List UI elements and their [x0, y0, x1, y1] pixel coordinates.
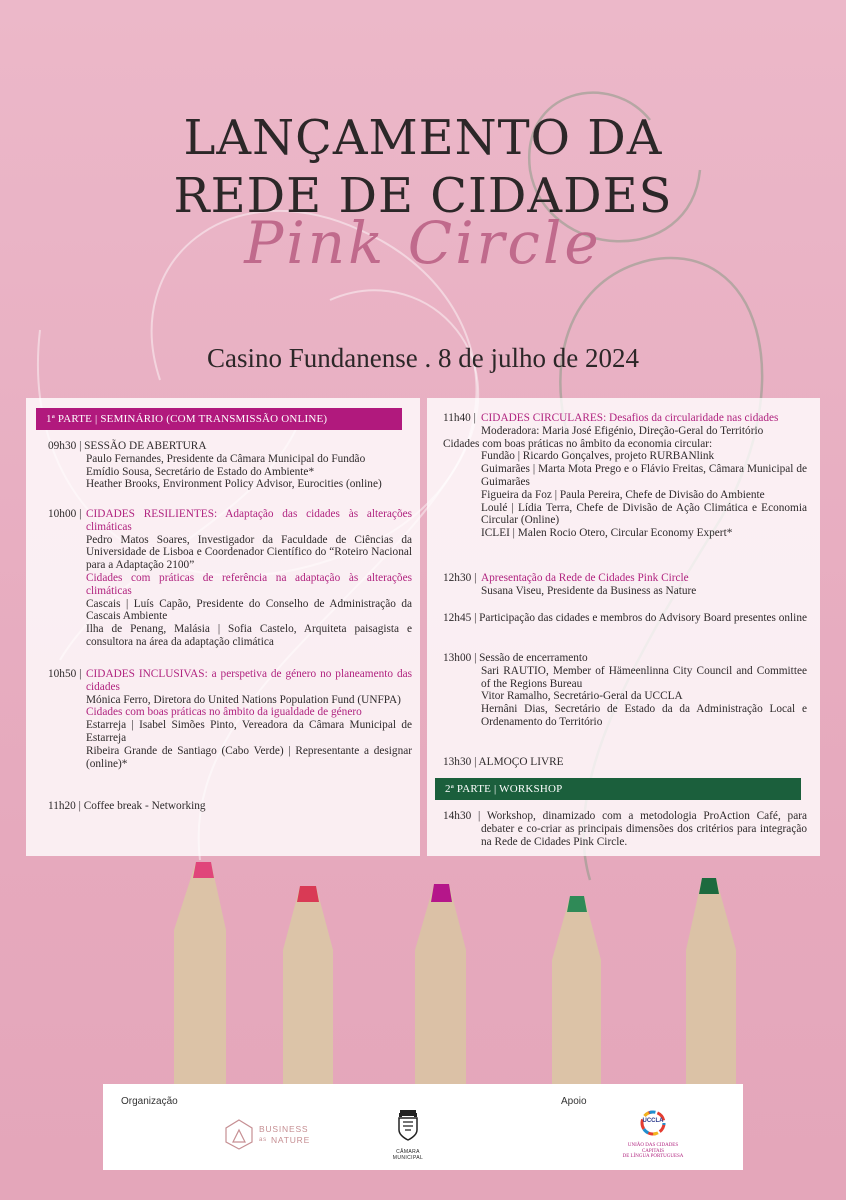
presentation-title: Apresentação da Rede de Cidades Pink Circle	[481, 572, 689, 584]
title-line-1: LANÇAMENTO DA	[183, 110, 663, 166]
closing-session-time: 13h00 | Sessão de encerramento	[443, 652, 588, 664]
bn-line-1: BUSINESS	[259, 1124, 309, 1134]
speaker-line: Estarreja | Isabel Simões Pinto, Vereadora da Câmara Municipal de Estarreja	[86, 719, 412, 744]
camara-municipal-label: CÂMARA MUNICIPAL	[392, 1149, 424, 1161]
business-as-nature-icon	[223, 1118, 255, 1150]
speaker-line: Ilha de Penang, Malásia | Sofia Castelo, Arquiteta paisagista e consultora na área da adaptação climática	[86, 623, 412, 648]
uccla-line-2: DE LÍNGUA PORTUGUESA	[622, 1154, 684, 1159]
inclusive-time: 10h50 |	[48, 668, 85, 680]
speaker-line: Emídio Sousa, Secretário de Estado do Ambiente*	[86, 465, 315, 478]
speaker-line: Ribeira Grande de Santiago (Cabo Verde) | Representante a designar (online)*	[86, 744, 412, 770]
business-as-nature-logo	[223, 1118, 311, 1155]
speaker-line: Mónica Ferro, Diretora do United Nations Population Fund (UNFPA)	[86, 693, 401, 706]
program-part-1-continued-panel	[427, 398, 820, 856]
speaker-line: ICLEI | Malen Rocio Otero, Circular Economy Expert*	[481, 527, 733, 540]
speaker-line: Loulé | Lídia Terra, Chefe de Divisão de Ação Climática e Economia Circular (Online)	[481, 501, 807, 527]
resilient-cities-block	[48, 508, 412, 649]
circular-cities-block	[443, 412, 807, 540]
uccla-line-1: UNIÃO DAS CIDADES CAPITAIS	[627, 1143, 679, 1154]
circular-time: 11h40 |	[443, 412, 479, 424]
lunch-line: 13h30 | ALMOÇO LIVRE	[443, 756, 564, 768]
bn-line-2: NATURE	[270, 1135, 311, 1145]
title-line-2: REDE DE CIDADES	[173, 168, 673, 224]
speaker-line: Guimarães | Marta Mota Prego e o Flávio Freitas, Câmara Municipal de Guimarães	[481, 463, 807, 488]
resilient-time: 10h00 |	[48, 508, 85, 520]
opening-session-block	[48, 440, 412, 491]
coffee-break-line: 11h20 | Coffee break - Networking	[48, 800, 206, 812]
speaker-line: Susana Viseu, Presidente da Business as Nature	[481, 584, 697, 597]
workshop-line: 14h30 | Workshop, dinamizado com a metodologia ProAction Café, para debater e co-criar as principais dimensões dos critérios para integração na Rede de Cidades Pink Circle.	[443, 810, 807, 848]
speaker-line: Paulo Fernandes, Presidente da Câmara Municipal do Fundão	[86, 452, 366, 465]
event-subtitle: Casino Fundanense . 8 de julho de 2024	[207, 343, 639, 373]
presentation-time: 12h30 |	[443, 572, 480, 584]
organization-label: Organização	[121, 1096, 178, 1107]
uccla-logo	[618, 1108, 688, 1160]
sponsors-footer	[103, 1084, 743, 1170]
speaker-line: Sari RAUTIO, Member of Hämeenlinna City Council and Committee of the Regions Bureau	[481, 664, 807, 690]
speaker-line: Figueira da Foz | Paula Pereira, Chefe de Divisão do Ambiente	[481, 488, 765, 501]
inclusive-subheading: Cidades com boas práticas no âmbito da igualdade de género	[86, 706, 362, 719]
part-1-bar: 1ª PARTE | SEMINÁRIO (COM TRANSMISSÃO ONLINE)	[36, 408, 402, 430]
coat-of-arms-icon	[393, 1108, 423, 1142]
circular-intro: Cidades com boas práticas no âmbito da economia circular:	[443, 437, 713, 450]
camara-municipal-logo	[385, 1108, 431, 1161]
part-2-bar: 2ª PARTE | WORKSHOP	[435, 778, 801, 800]
closing-session-block	[443, 652, 807, 729]
uccla-acronym: UCCLA	[642, 1118, 664, 1124]
participation-line: 12h45 | Participação das cidades e membros do Advisory Board presentes online	[443, 612, 807, 624]
bn-as: as	[259, 1137, 267, 1143]
script-title: Pink Circle	[244, 209, 602, 277]
inclusive-cities-block	[48, 668, 412, 770]
program-part-1-panel	[26, 398, 420, 856]
speaker-line: Fundão | Ricardo Gonçalves, projeto RURBANlink	[481, 450, 715, 463]
inclusive-title: CIDADES INCLUSIVAS: a perspetiva de género no planeamento das cidades	[86, 668, 412, 693]
pencils	[174, 862, 736, 1090]
presentation-block	[443, 572, 807, 598]
speaker-line: Hernâni Dias, Secretário de Estado da da Administração Local e Ordenamento do Território	[481, 703, 807, 728]
speaker-line: Pedro Matos Soares, Investigador da Faculdade de Ciências da Universidade de Lisboa e Coordenador Científico do “Roteiro Nacional para a Adaptação 2100”	[86, 533, 412, 572]
moderator-line: Moderadora: Maria José Efigénio, Direção-Geral do Território	[481, 424, 764, 437]
speaker-line: Vitor Ramalho, Secretário-Geral da UCCLA	[481, 690, 683, 703]
resilient-subheading: Cidades com práticas de referência na adaptação às alterações climáticas	[86, 571, 412, 597]
resilient-title: CIDADES RESILIENTES: Adaptação das cidades às alterações climáticas	[86, 508, 412, 533]
circular-title: CIDADES CIRCULARES: Desafios da circularidade nas cidades	[481, 412, 779, 424]
speaker-line: Heather Brooks, Environment Policy Advisor, Eurocities (online)	[86, 478, 382, 491]
support-label: Apoio	[561, 1096, 587, 1107]
opening-session-time: 09h30 | SESSÃO DE ABERTURA	[48, 440, 207, 452]
speaker-line: Cascais | Luís Capão, Presidente do Conselho de Administração da Cascais Ambiente	[86, 597, 412, 623]
